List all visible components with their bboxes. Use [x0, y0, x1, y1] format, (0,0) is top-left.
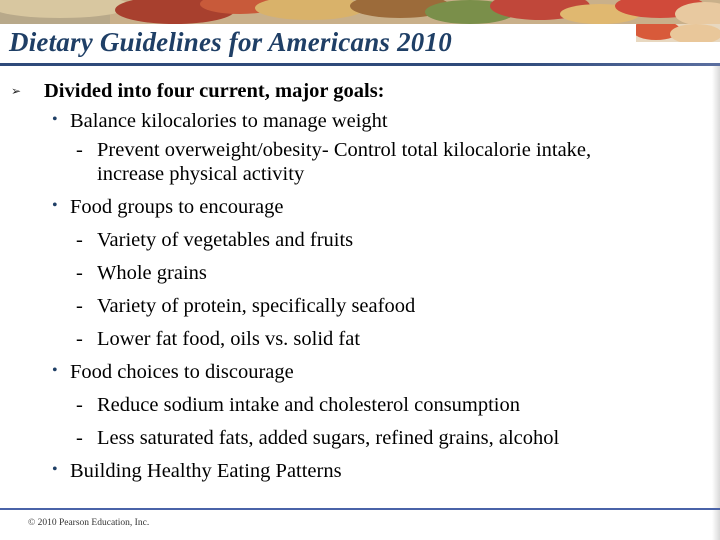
- slide-footer: [0, 508, 720, 540]
- outline-line-level-1: Balance kilocalories to manage weight: [70, 110, 388, 132]
- slide-title: Dietary Guidelines for Americans 2010: [9, 27, 452, 57]
- outline-line-level-2: Reduce sodium intake and cholesterol consumption: [97, 394, 521, 416]
- outline-line-level-0: Divided into four current, major goals:: [44, 80, 385, 102]
- dash-bullet-icon: -: [76, 262, 83, 284]
- bullet-icon: •: [52, 461, 58, 478]
- copyright-text: © 2010 Pearson Education, Inc.: [28, 518, 150, 528]
- outline-line-level-1: Food choices to discourage: [70, 361, 294, 383]
- outline-line-level-2: increase physical activity: [97, 163, 305, 185]
- dash-bullet-icon: -: [76, 295, 83, 317]
- outline-line-level-1: Food groups to encourage: [70, 196, 284, 218]
- dash-bullet-icon: -: [76, 328, 83, 350]
- outline-line-level-2: Prevent overweight/obesity- Control total kilocalorie intake,: [97, 139, 592, 161]
- outline-line-level-2: Variety of protein, specifically seafood: [97, 295, 416, 317]
- outline-line-level-2: Variety of vegetables and fruits: [97, 229, 354, 251]
- bullet-icon: •: [52, 197, 58, 214]
- outline-line-level-2: Lower fat food, oils vs. solid fat: [97, 328, 361, 350]
- outline-line-level-2: Less saturated fats, added sugars, refined grains, alcohol: [97, 427, 560, 449]
- dash-bullet-icon: -: [76, 229, 83, 251]
- footer-divider: [0, 508, 720, 510]
- outline-line-level-2: Whole grains: [97, 262, 207, 284]
- outline-line-level-1: Building Healthy Eating Patterns: [70, 460, 342, 482]
- bullet-icon: •: [52, 362, 58, 379]
- dash-bullet-icon: -: [76, 427, 83, 449]
- arrow-bullet-icon: ➢: [11, 84, 22, 98]
- bullet-icon: •: [52, 111, 58, 128]
- dash-bullet-icon: -: [76, 139, 83, 161]
- dash-bullet-icon: -: [76, 394, 83, 416]
